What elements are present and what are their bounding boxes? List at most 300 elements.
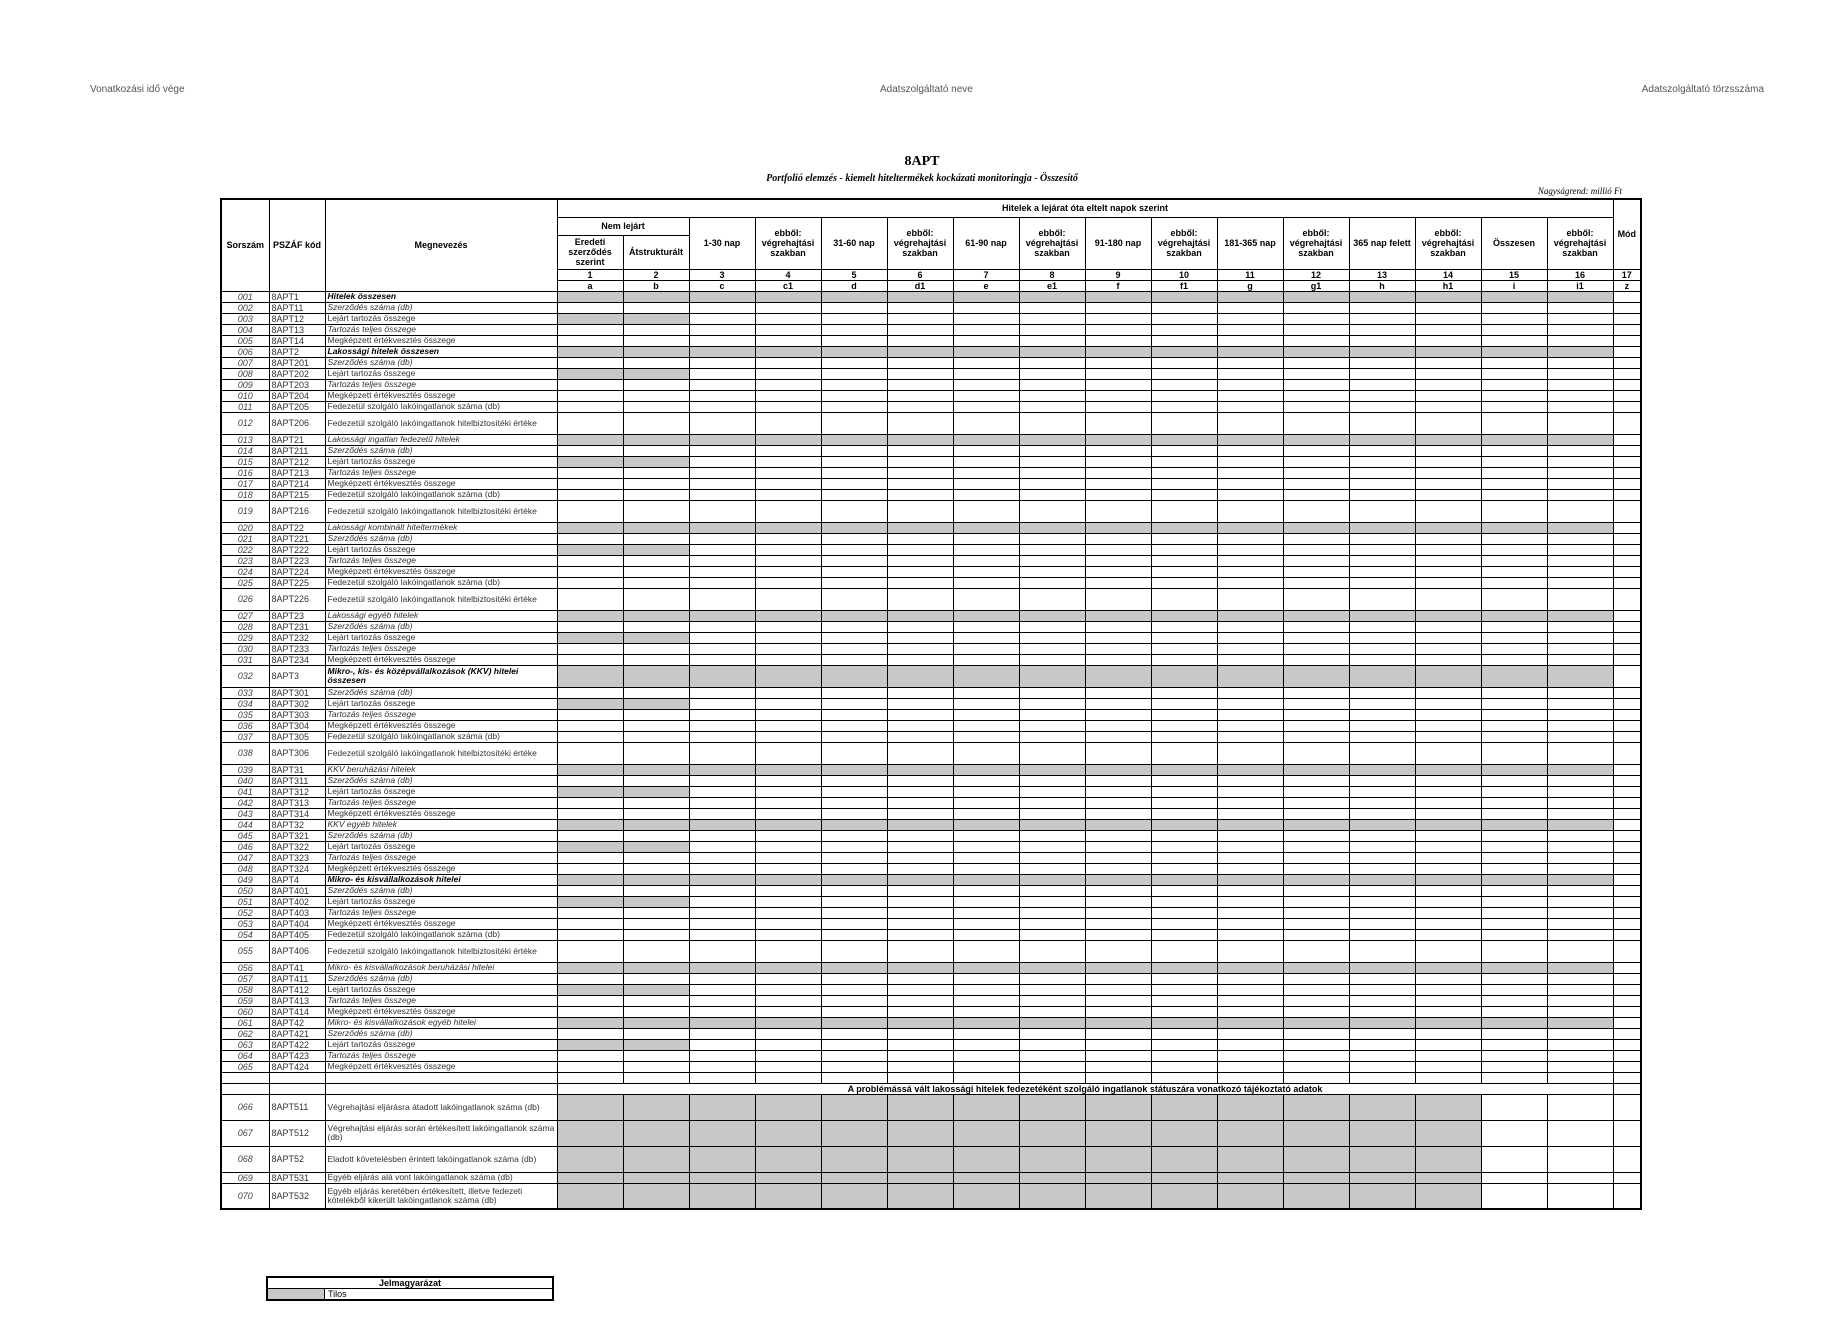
data-cell[interactable] [821,731,887,742]
data-cell[interactable] [1283,1146,1349,1172]
data-cell[interactable] [1349,291,1415,302]
data-cell[interactable] [1151,720,1217,731]
data-cell[interactable] [821,687,887,698]
data-cell[interactable] [689,852,755,863]
data-cell[interactable] [557,665,623,687]
data-cell[interactable] [1019,841,1085,852]
data-cell[interactable] [953,874,1019,885]
data-cell[interactable] [1151,456,1217,467]
data-cell[interactable] [557,522,623,533]
data-cell[interactable] [1349,654,1415,665]
data-cell[interactable] [821,852,887,863]
data-cell[interactable] [557,368,623,379]
data-cell[interactable] [1547,632,1613,643]
data-cell[interactable] [557,885,623,896]
data-cell[interactable] [1613,434,1641,445]
data-cell[interactable] [623,291,689,302]
data-cell[interactable] [623,566,689,577]
data-cell[interactable] [1613,1146,1641,1172]
data-cell[interactable] [1283,1061,1349,1072]
data-cell[interactable] [1085,1028,1151,1039]
data-cell[interactable] [1481,1017,1547,1028]
data-cell[interactable] [1349,357,1415,368]
data-cell[interactable] [755,654,821,665]
data-cell[interactable] [1151,742,1217,764]
data-cell[interactable] [1085,588,1151,610]
data-cell[interactable] [557,907,623,918]
data-cell[interactable] [1019,1017,1085,1028]
data-cell[interactable] [1547,731,1613,742]
data-cell[interactable] [557,995,623,1006]
data-cell[interactable] [689,357,755,368]
data-cell[interactable] [1349,434,1415,445]
data-cell[interactable] [1085,500,1151,522]
data-cell[interactable] [1613,929,1641,940]
data-cell[interactable] [1349,885,1415,896]
data-cell[interactable] [1613,1039,1641,1050]
data-cell[interactable] [557,775,623,786]
data-cell[interactable] [1349,918,1415,929]
data-cell[interactable] [821,885,887,896]
data-cell[interactable] [623,786,689,797]
data-cell[interactable] [1151,731,1217,742]
data-cell[interactable] [1613,588,1641,610]
data-cell[interactable] [755,885,821,896]
data-cell[interactable] [953,522,1019,533]
data-cell[interactable] [1019,1172,1085,1183]
data-cell[interactable] [887,544,953,555]
data-cell[interactable] [623,500,689,522]
data-cell[interactable] [1415,1120,1481,1146]
data-cell[interactable] [1547,764,1613,775]
data-cell[interactable] [1283,885,1349,896]
data-cell[interactable] [755,940,821,962]
data-cell[interactable] [755,401,821,412]
data-cell[interactable] [1283,863,1349,874]
data-cell[interactable] [1613,852,1641,863]
data-cell[interactable] [887,973,953,984]
data-cell[interactable] [557,434,623,445]
data-cell[interactable] [1283,819,1349,830]
data-cell[interactable] [1019,698,1085,709]
data-cell[interactable] [1613,489,1641,500]
data-cell[interactable] [1283,929,1349,940]
data-cell[interactable] [755,1028,821,1039]
data-cell[interactable] [953,863,1019,874]
data-cell[interactable] [689,1172,755,1183]
data-cell[interactable] [689,995,755,1006]
data-cell[interactable] [557,1183,623,1209]
data-cell[interactable] [755,544,821,555]
data-cell[interactable] [1481,896,1547,907]
data-cell[interactable] [953,566,1019,577]
data-cell[interactable] [1151,313,1217,324]
data-cell[interactable] [1217,544,1283,555]
data-cell[interactable] [1481,984,1547,995]
data-cell[interactable] [1019,1039,1085,1050]
data-cell[interactable] [1547,489,1613,500]
data-cell[interactable] [1217,445,1283,456]
data-cell[interactable] [1085,621,1151,632]
data-cell[interactable] [1019,742,1085,764]
data-cell[interactable] [1283,478,1349,489]
data-cell[interactable] [1415,819,1481,830]
data-cell[interactable] [1613,500,1641,522]
data-cell[interactable] [1019,577,1085,588]
data-cell[interactable] [689,808,755,819]
data-cell[interactable] [1547,390,1613,401]
data-cell[interactable] [1217,852,1283,863]
data-cell[interactable] [1217,1061,1283,1072]
data-cell[interactable] [1085,357,1151,368]
data-cell[interactable] [953,1146,1019,1172]
data-cell[interactable] [689,632,755,643]
data-cell[interactable] [1481,390,1547,401]
data-cell[interactable] [557,313,623,324]
data-cell[interactable] [755,830,821,841]
data-cell[interactable] [689,643,755,654]
data-cell[interactable] [953,445,1019,456]
data-cell[interactable] [1085,456,1151,467]
data-cell[interactable] [887,335,953,346]
data-cell[interactable] [1481,841,1547,852]
data-cell[interactable] [1283,654,1349,665]
data-cell[interactable] [1613,1172,1641,1183]
data-cell[interactable] [887,489,953,500]
data-cell[interactable] [887,984,953,995]
data-cell[interactable] [1019,401,1085,412]
data-cell[interactable] [953,544,1019,555]
data-cell[interactable] [755,456,821,467]
data-cell[interactable] [1481,1039,1547,1050]
data-cell[interactable] [689,489,755,500]
data-cell[interactable] [1019,533,1085,544]
data-cell[interactable] [1613,720,1641,731]
data-cell[interactable] [1349,874,1415,885]
data-cell[interactable] [623,610,689,621]
data-cell[interactable] [953,962,1019,973]
data-cell[interactable] [1019,709,1085,720]
data-cell[interactable] [1151,357,1217,368]
data-cell[interactable] [689,533,755,544]
data-cell[interactable] [1217,973,1283,984]
data-cell[interactable] [623,995,689,1006]
data-cell[interactable] [1613,522,1641,533]
data-cell[interactable] [1217,313,1283,324]
data-cell[interactable] [1415,1039,1481,1050]
data-cell[interactable] [755,852,821,863]
data-cell[interactable] [623,962,689,973]
data-cell[interactable] [1019,335,1085,346]
data-cell[interactable] [1151,698,1217,709]
data-cell[interactable] [557,643,623,654]
data-cell[interactable] [1283,907,1349,918]
data-cell[interactable] [1217,335,1283,346]
data-cell[interactable] [1085,632,1151,643]
data-cell[interactable] [1151,907,1217,918]
data-cell[interactable] [1349,841,1415,852]
data-cell[interactable] [557,742,623,764]
data-cell[interactable] [557,544,623,555]
data-cell[interactable] [755,500,821,522]
data-cell[interactable] [953,973,1019,984]
data-cell[interactable] [623,401,689,412]
data-cell[interactable] [1283,456,1349,467]
data-cell[interactable] [887,786,953,797]
data-cell[interactable] [1151,533,1217,544]
data-cell[interactable] [953,368,1019,379]
data-cell[interactable] [1151,764,1217,775]
data-cell[interactable] [887,621,953,632]
data-cell[interactable] [1217,929,1283,940]
data-cell[interactable] [1085,698,1151,709]
data-cell[interactable] [1283,841,1349,852]
data-cell[interactable] [755,841,821,852]
data-cell[interactable] [623,819,689,830]
data-cell[interactable] [689,302,755,313]
data-cell[interactable] [887,577,953,588]
data-cell[interactable] [1547,1039,1613,1050]
data-cell[interactable] [1019,500,1085,522]
data-cell[interactable] [689,335,755,346]
data-cell[interactable] [1019,478,1085,489]
data-cell[interactable] [1415,456,1481,467]
data-cell[interactable] [1283,797,1349,808]
data-cell[interactable] [1151,940,1217,962]
data-cell[interactable] [557,808,623,819]
data-cell[interactable] [1151,379,1217,390]
data-cell[interactable] [623,533,689,544]
data-cell[interactable] [1481,1006,1547,1017]
data-cell[interactable] [1481,819,1547,830]
data-cell[interactable] [1283,555,1349,566]
data-cell[interactable] [755,1050,821,1061]
data-cell[interactable] [821,1061,887,1072]
data-cell[interactable] [689,566,755,577]
data-cell[interactable] [1283,390,1349,401]
data-cell[interactable] [689,687,755,698]
data-cell[interactable] [1283,412,1349,434]
data-cell[interactable] [887,830,953,841]
data-cell[interactable] [1151,786,1217,797]
data-cell[interactable] [1217,500,1283,522]
data-cell[interactable] [755,467,821,478]
data-cell[interactable] [1217,489,1283,500]
data-cell[interactable] [1547,588,1613,610]
data-cell[interactable] [821,478,887,489]
data-cell[interactable] [1613,533,1641,544]
data-cell[interactable] [1085,555,1151,566]
data-cell[interactable] [1547,742,1613,764]
data-cell[interactable] [887,665,953,687]
data-cell[interactable] [1019,467,1085,478]
data-cell[interactable] [689,962,755,973]
data-cell[interactable] [1085,874,1151,885]
data-cell[interactable] [1349,324,1415,335]
data-cell[interactable] [1283,984,1349,995]
data-cell[interactable] [1217,1006,1283,1017]
data-cell[interactable] [1613,962,1641,973]
data-cell[interactable] [557,302,623,313]
data-cell[interactable] [1349,819,1415,830]
data-cell[interactable] [689,1094,755,1120]
data-cell[interactable] [1547,1028,1613,1039]
data-cell[interactable] [1613,390,1641,401]
data-cell[interactable] [557,984,623,995]
data-cell[interactable] [953,841,1019,852]
data-cell[interactable] [1481,995,1547,1006]
data-cell[interactable] [1217,434,1283,445]
data-cell[interactable] [755,291,821,302]
data-cell[interactable] [1415,522,1481,533]
data-cell[interactable] [557,335,623,346]
data-cell[interactable] [1481,313,1547,324]
data-cell[interactable] [1349,478,1415,489]
data-cell[interactable] [557,1050,623,1061]
data-cell[interactable] [557,1061,623,1072]
data-cell[interactable] [1085,434,1151,445]
data-cell[interactable] [1283,533,1349,544]
data-cell[interactable] [557,841,623,852]
data-cell[interactable] [623,830,689,841]
data-cell[interactable] [821,973,887,984]
data-cell[interactable] [623,335,689,346]
data-cell[interactable] [887,1146,953,1172]
data-cell[interactable] [821,874,887,885]
data-cell[interactable] [887,346,953,357]
data-cell[interactable] [821,896,887,907]
data-cell[interactable] [821,335,887,346]
data-cell[interactable] [1151,324,1217,335]
data-cell[interactable] [557,874,623,885]
data-cell[interactable] [1217,665,1283,687]
data-cell[interactable] [1415,1172,1481,1183]
data-cell[interactable] [755,995,821,1006]
data-cell[interactable] [1481,929,1547,940]
data-cell[interactable] [953,434,1019,445]
data-cell[interactable] [755,368,821,379]
data-cell[interactable] [1415,577,1481,588]
data-cell[interactable] [1481,962,1547,973]
data-cell[interactable] [1019,643,1085,654]
data-cell[interactable] [689,863,755,874]
data-cell[interactable] [1085,973,1151,984]
data-cell[interactable] [1151,632,1217,643]
data-cell[interactable] [821,720,887,731]
data-cell[interactable] [1019,995,1085,1006]
data-cell[interactable] [1481,1061,1547,1072]
data-cell[interactable] [1349,797,1415,808]
data-cell[interactable] [1151,368,1217,379]
data-cell[interactable] [1349,687,1415,698]
data-cell[interactable] [689,412,755,434]
data-cell[interactable] [821,566,887,577]
data-cell[interactable] [689,973,755,984]
data-cell[interactable] [755,918,821,929]
data-cell[interactable] [623,643,689,654]
data-cell[interactable] [1415,621,1481,632]
data-cell[interactable] [623,390,689,401]
data-cell[interactable] [623,775,689,786]
data-cell[interactable] [755,896,821,907]
data-cell[interactable] [1613,291,1641,302]
data-cell[interactable] [1019,687,1085,698]
data-cell[interactable] [1085,533,1151,544]
data-cell[interactable] [1349,566,1415,577]
data-cell[interactable] [887,291,953,302]
data-cell[interactable] [1547,874,1613,885]
data-cell[interactable] [1283,940,1349,962]
data-cell[interactable] [1019,654,1085,665]
data-cell[interactable] [689,720,755,731]
data-cell[interactable] [953,588,1019,610]
data-cell[interactable] [1415,940,1481,962]
data-cell[interactable] [1547,544,1613,555]
data-cell[interactable] [755,863,821,874]
data-cell[interactable] [557,412,623,434]
data-cell[interactable] [1019,610,1085,621]
data-cell[interactable] [1547,962,1613,973]
data-cell[interactable] [1349,368,1415,379]
data-cell[interactable] [1151,643,1217,654]
data-cell[interactable] [1085,742,1151,764]
data-cell[interactable] [689,390,755,401]
data-cell[interactable] [1217,1172,1283,1183]
data-cell[interactable] [1019,874,1085,885]
data-cell[interactable] [821,907,887,918]
data-cell[interactable] [1085,764,1151,775]
data-cell[interactable] [689,1120,755,1146]
data-cell[interactable] [1217,775,1283,786]
data-cell[interactable] [887,841,953,852]
data-cell[interactable] [1217,819,1283,830]
data-cell[interactable] [755,874,821,885]
data-cell[interactable] [953,390,1019,401]
data-cell[interactable] [953,313,1019,324]
data-cell[interactable] [1613,742,1641,764]
data-cell[interactable] [887,445,953,456]
data-cell[interactable] [1349,698,1415,709]
data-cell[interactable] [1019,830,1085,841]
data-cell[interactable] [1415,632,1481,643]
data-cell[interactable] [1283,401,1349,412]
data-cell[interactable] [1613,830,1641,841]
data-cell[interactable] [755,522,821,533]
data-cell[interactable] [1481,621,1547,632]
data-cell[interactable] [623,1146,689,1172]
data-cell[interactable] [1151,665,1217,687]
data-cell[interactable] [1481,797,1547,808]
data-cell[interactable] [1613,456,1641,467]
data-cell[interactable] [887,610,953,621]
data-cell[interactable] [1085,412,1151,434]
data-cell[interactable] [887,885,953,896]
data-cell[interactable] [623,577,689,588]
data-cell[interactable] [1613,1017,1641,1028]
data-cell[interactable] [1415,335,1481,346]
data-cell[interactable] [953,1172,1019,1183]
data-cell[interactable] [1481,643,1547,654]
data-cell[interactable] [1481,907,1547,918]
data-cell[interactable] [953,1094,1019,1120]
data-cell[interactable] [821,610,887,621]
data-cell[interactable] [1283,720,1349,731]
data-cell[interactable] [1547,643,1613,654]
data-cell[interactable] [1415,1146,1481,1172]
data-cell[interactable] [953,302,1019,313]
data-cell[interactable] [1283,621,1349,632]
data-cell[interactable] [1481,544,1547,555]
